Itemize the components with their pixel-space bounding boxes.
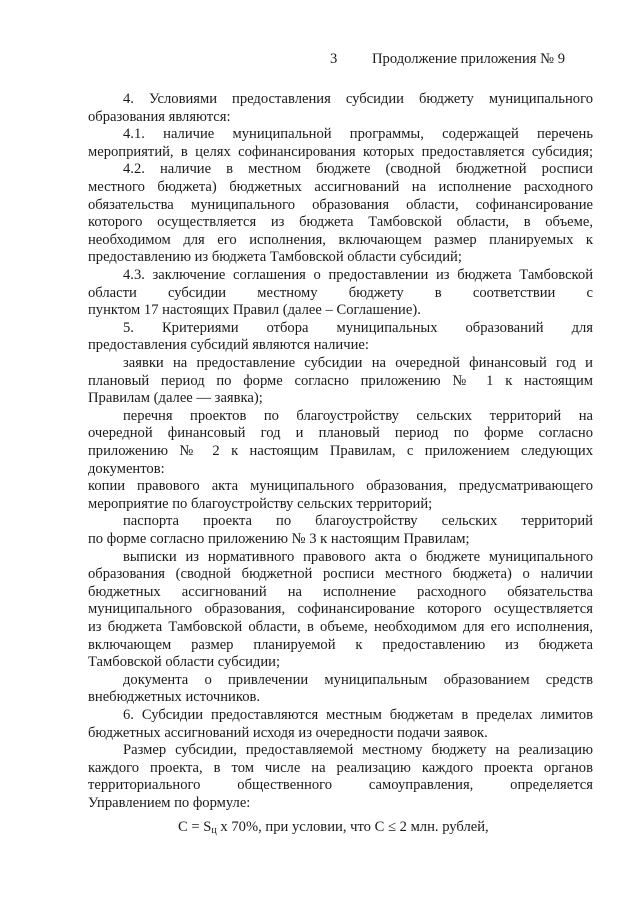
text-line: бюджетных ассигнований исходя из очередности подачи заявок. (88, 725, 488, 741)
text-line: бюджетных ассигнований на исполнение расходного обязательства (88, 584, 593, 600)
text-line: приложению № 2 к настоящим Правилам, с приложением следующих (88, 443, 593, 459)
text-line: по форме согласно приложению № 3 к настоящим Правилам; (88, 531, 470, 547)
text-line: перечня проектов по благоустройству сельских территорий на (123, 408, 593, 424)
text-line: Правилам (далее — заявка); (88, 390, 263, 406)
text-line: 5. Критериями отбора муниципальных образований для (123, 320, 593, 336)
text-line: из бюджета Тамбовской области, в объеме, необходимом для его исполнения, (88, 619, 593, 635)
page-number: 3 (330, 51, 338, 67)
text-line: каждого проекта, в том числе на реализацию каждого проекта органов (88, 760, 593, 776)
text-line: заявки на предоставление субсидии на очередной финансовый год и (123, 355, 593, 371)
text-line: образования являются: (88, 109, 231, 125)
appendix-continuation-title: Продолжение приложения № 9 (372, 51, 565, 67)
text-line: документов: (88, 461, 165, 477)
text-line: мероприятие по благоустройству сельских территорий; (88, 496, 433, 512)
text-line: Тамбовской области субсидии; (88, 654, 281, 670)
text-line: которого осуществляется из бюджета Тамбовской области, в объеме, (88, 214, 593, 230)
formula-subscript: ц (211, 825, 217, 836)
formula-rhs: х 70%, при условии, что С ≤ 2 млн. рублей, (216, 819, 489, 835)
text-line: паспорта проекта по благоустройству сельских территорий (123, 513, 593, 529)
text-line: 4.3. заключение соглашения о предоставлении из бюджета Тамбовской (123, 267, 593, 283)
page-header (0, 51, 640, 71)
text-line: 4.2. наличие в местном бюджете (сводной бюджетной росписи (123, 161, 593, 177)
text-line: пунктом 17 настоящих Правил (далее – Соглашение). (88, 302, 421, 318)
text-line: внебюджетных источников. (88, 689, 261, 705)
text-line: 6. Субсидии предоставляются местным бюджетам в пределах лимитов (123, 707, 593, 723)
text-line: копии правового акта муниципального образования, предусматривающего (88, 478, 593, 494)
text-line: предоставлению из бюджета Тамбовской области субсидий; (88, 249, 462, 265)
text-line: необходимом для его исполнения, включающем размер планируемых к (88, 232, 593, 248)
text-line: муниципального образования, софинансирование которого осуществляется (88, 601, 593, 617)
subsidy-formula (178, 819, 489, 836)
text-line: области субсидии местному бюджету в соответствии с (88, 285, 593, 301)
text-line: выписки из нормативного правового акта о бюджете муниципального (123, 549, 593, 565)
text-line: 4.1. наличие муниципальной программы, содержащей перечень (123, 126, 593, 142)
text-line: территориального общественного самоуправления, определяется (88, 777, 593, 793)
text-line: обязательства муниципального образования области, софинансирование (88, 197, 593, 213)
text-line: плановый период по форме согласно приложению № 1 к настоящим (88, 373, 593, 389)
text-line: мероприятий, в целях софинансирования которых предоставляется субсидия; (88, 144, 593, 160)
text-line: образования (сводной бюджетной росписи местного бюджета) о наличии (88, 566, 593, 582)
text-line: документа о привлечении муниципальным образованием средств (123, 672, 593, 688)
text-line: предоставления субсидий являются наличие: (88, 337, 369, 353)
text-line: 4. Условиями предоставления субсидии бюджету муниципального (123, 91, 593, 107)
formula-lhs: C = S (178, 819, 212, 835)
text-line: включающем размер планируемой к предоставлению из бюджета (88, 637, 593, 653)
text-line: местного бюджета) бюджетных ассигнований на исполнение расходного (88, 179, 593, 195)
text-line: очередной финансовый год и плановый период по форме согласно (88, 425, 593, 441)
text-line: Управлением по формуле: (88, 795, 251, 811)
text-line: Размер субсидии, предоставляемой местному бюджету на реализацию (123, 742, 593, 758)
